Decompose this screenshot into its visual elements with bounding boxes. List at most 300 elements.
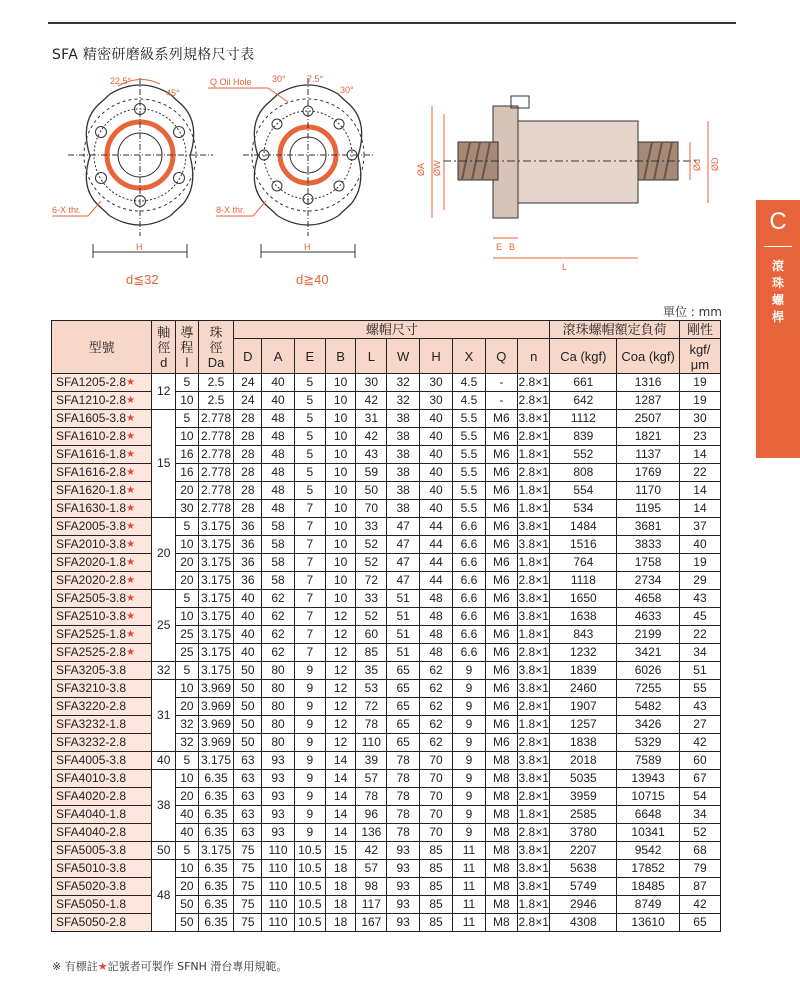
cell-h: 40: [419, 500, 452, 518]
cell-x: 5.5: [453, 446, 485, 464]
cell-x: 5.5: [453, 482, 485, 500]
cell-l: 50: [176, 914, 199, 932]
cell-da: 3.175: [198, 554, 234, 572]
cell-e: 9: [294, 752, 325, 770]
cell-e: 7: [294, 500, 325, 518]
cell-b: 14: [326, 806, 356, 824]
cell-coa: 2199: [617, 626, 680, 644]
cell-ca: 843: [550, 626, 617, 644]
flange-drawing-small: [52, 78, 213, 258]
model-cell: SFA1616-1.8★: [52, 446, 152, 464]
cell-e: 7: [294, 554, 325, 572]
cell-q: M6: [485, 698, 517, 716]
cell-b: 10: [326, 392, 356, 410]
cell-l: 5: [176, 590, 199, 608]
header-col-W: W: [387, 339, 419, 374]
cell-a: 62: [262, 590, 294, 608]
cell-a: 40: [262, 392, 294, 410]
cell-ca: 2946: [550, 896, 617, 914]
cell-da: 3.175: [198, 518, 234, 536]
cell-b: 10: [326, 590, 356, 608]
angle-label-30b: 30°: [340, 85, 354, 95]
cell-ca: 2018: [550, 752, 617, 770]
star-icon: ★: [126, 431, 136, 442]
cell-h: 44: [419, 554, 452, 572]
cell-l: 16: [176, 464, 199, 482]
cell-a: 110: [262, 878, 294, 896]
holes-label-6x: 6-X thr.: [52, 205, 82, 215]
header-lead: 導 程 l: [176, 321, 199, 374]
cell-d: 40: [234, 644, 262, 662]
cell-a: 62: [262, 644, 294, 662]
cell-l: 39: [356, 752, 387, 770]
cell-w: 51: [387, 590, 419, 608]
cell-l: 167: [356, 914, 387, 932]
cell-da: 6.35: [198, 806, 234, 824]
cell-coa: 1316: [617, 374, 680, 392]
cell-w: 51: [387, 644, 419, 662]
cell-e: 9: [294, 716, 325, 734]
cell-w: 93: [387, 896, 419, 914]
cell-k: 60: [679, 752, 720, 770]
cell-x: 6.6: [453, 554, 485, 572]
cell-da: 2.778: [198, 410, 234, 428]
model-cell: SFA3205-3.8: [52, 662, 152, 680]
cell-b: 10: [326, 428, 356, 446]
cell-n: 1.8×1: [518, 806, 550, 824]
cell-ca: 2207: [550, 842, 617, 860]
cell-k: 43: [679, 590, 720, 608]
h-label-left: H: [136, 242, 143, 252]
cell-k: 27: [679, 716, 720, 734]
cell-k: 42: [679, 734, 720, 752]
model-cell: SFA5050-1.8: [52, 896, 152, 914]
star-icon: ★: [126, 629, 136, 640]
cell-a: 93: [262, 752, 294, 770]
cell-coa: 4633: [617, 608, 680, 626]
cell-h: 85: [419, 878, 452, 896]
cell-h: 40: [419, 428, 452, 446]
cell-l: 43: [356, 446, 387, 464]
cell-k: 34: [679, 644, 720, 662]
cell-a: 110: [262, 896, 294, 914]
cell-ca: 1257: [550, 716, 617, 734]
header-col-E: E: [294, 339, 325, 374]
cell-da: 2.778: [198, 428, 234, 446]
cell-n: 2.8×1: [518, 374, 550, 392]
cell-d: 24: [234, 374, 262, 392]
header-ball: 珠 徑 Da: [198, 321, 234, 374]
cell-d: 63: [234, 752, 262, 770]
star-icon: ★: [126, 521, 136, 532]
cell-coa: 3421: [617, 644, 680, 662]
cell-q: M6: [485, 554, 517, 572]
header-col-D: D: [234, 339, 262, 374]
cell-ca: 1484: [550, 518, 617, 536]
cell-da: 3.175: [198, 842, 234, 860]
cell-e: 5: [294, 410, 325, 428]
cell-q: M6: [485, 626, 517, 644]
cell-e: 9: [294, 824, 325, 842]
cell-a: 48: [262, 446, 294, 464]
cell-l: 20: [176, 482, 199, 500]
dim-label-e: E: [496, 242, 503, 252]
cell-da: 2.778: [198, 482, 234, 500]
cell-h: 70: [419, 806, 452, 824]
cell-a: 62: [262, 608, 294, 626]
h-label-middle: H: [304, 242, 311, 252]
cell-b: 18: [326, 896, 356, 914]
model-cell: SFA2525-2.8★: [52, 644, 152, 662]
cell-q: M6: [485, 536, 517, 554]
cell-n: 2.8×1: [518, 464, 550, 482]
cell-n: 3.8×1: [518, 770, 550, 788]
cell-l: 57: [356, 860, 387, 878]
cell-l: 33: [356, 518, 387, 536]
cell-w: 38: [387, 464, 419, 482]
cell-b: 12: [326, 626, 356, 644]
cell-k: 37: [679, 518, 720, 536]
cell-w: 78: [387, 770, 419, 788]
model-cell: SFA2525-1.8★: [52, 626, 152, 644]
cell-n: 1.8×1: [518, 554, 550, 572]
cell-w: 65: [387, 680, 419, 698]
cell-w: 47: [387, 554, 419, 572]
star-icon: ★: [126, 557, 136, 568]
cell-l: 40: [176, 806, 199, 824]
cell-q: M6: [485, 482, 517, 500]
cell-l: 25: [176, 644, 199, 662]
cell-x: 11: [453, 914, 485, 932]
cell-l: 10: [176, 860, 199, 878]
top-rule: [48, 22, 736, 24]
cell-q: M6: [485, 410, 517, 428]
cell-a: 93: [262, 806, 294, 824]
cell-x: 6.6: [453, 536, 485, 554]
cell-da: 2.778: [198, 464, 234, 482]
cell-w: 51: [387, 626, 419, 644]
cell-e: 5: [294, 446, 325, 464]
model-cell: SFA4040-1.8: [52, 806, 152, 824]
cell-x: 11: [453, 878, 485, 896]
cell-l: 59: [356, 464, 387, 482]
cell-w: 78: [387, 752, 419, 770]
cell-k: 65: [679, 914, 720, 932]
cell-h: 30: [419, 374, 452, 392]
holes-label-8x: 8-X thr.: [216, 205, 246, 215]
cell-a: 58: [262, 536, 294, 554]
cell-b: 12: [326, 662, 356, 680]
cell-l: 5: [176, 752, 199, 770]
model-cell: SFA1620-1.8★: [52, 482, 152, 500]
cell-ca: 642: [550, 392, 617, 410]
dimension-drawings: [48, 66, 738, 296]
cell-l: 96: [356, 806, 387, 824]
cell-l: 78: [356, 788, 387, 806]
model-cell: SFA1605-3.8★: [52, 410, 152, 428]
table-row: [52, 752, 721, 770]
cell-l: 136: [356, 824, 387, 842]
cell-k: 52: [679, 824, 720, 842]
cell-ca: 4308: [550, 914, 617, 932]
star-icon: ★: [126, 485, 136, 496]
shaft-diameter-cell: 50: [152, 842, 176, 860]
cell-da: 3.175: [198, 662, 234, 680]
cell-l: 78: [356, 716, 387, 734]
cell-da: 3.969: [198, 716, 234, 734]
header-col-H: H: [419, 339, 452, 374]
cell-b: 15: [326, 842, 356, 860]
cell-l: 52: [356, 608, 387, 626]
caption-d-large: d≧40: [296, 272, 329, 287]
cell-coa: 13610: [617, 914, 680, 932]
cell-ca: 554: [550, 482, 617, 500]
cell-x: 9: [453, 680, 485, 698]
cell-l: 42: [356, 842, 387, 860]
cell-q: M6: [485, 590, 517, 608]
cell-e: 7: [294, 572, 325, 590]
cell-n: 3.8×1: [518, 536, 550, 554]
cell-a: 80: [262, 662, 294, 680]
cell-l: 40: [176, 824, 199, 842]
cell-w: 78: [387, 788, 419, 806]
section-letter: C: [769, 208, 787, 235]
cell-coa: 13943: [617, 770, 680, 788]
cell-x: 4.5: [453, 392, 485, 410]
cell-w: 65: [387, 698, 419, 716]
section-divider: [764, 246, 792, 247]
cell-d: 36: [234, 554, 262, 572]
shaft-diameter-cell: 48: [152, 860, 176, 932]
cell-n: 1.8×1: [518, 896, 550, 914]
cell-ca: 1638: [550, 608, 617, 626]
table-row: [52, 842, 721, 860]
cell-b: 14: [326, 752, 356, 770]
cell-b: 14: [326, 824, 356, 842]
cell-coa: 5482: [617, 698, 680, 716]
angle-label-45: 45°: [166, 88, 180, 98]
model-cell: SFA3210-3.8: [52, 680, 152, 698]
header-nut-dimensions: 螺帽尺寸: [234, 321, 550, 339]
cell-x: 5.5: [453, 410, 485, 428]
footnote: [52, 958, 287, 974]
star-icon: ★: [126, 503, 136, 514]
shaft-diameter-cell: 40: [152, 752, 176, 770]
star-icon: ★: [97, 960, 108, 973]
cell-l: 10: [176, 608, 199, 626]
cell-e: 9: [294, 770, 325, 788]
star-icon: ★: [126, 575, 136, 586]
cell-w: 65: [387, 662, 419, 680]
cell-l: 42: [356, 428, 387, 446]
cell-k: 54: [679, 788, 720, 806]
model-cell: SFA4005-3.8: [52, 752, 152, 770]
cell-coa: 2507: [617, 410, 680, 428]
cell-e: 7: [294, 644, 325, 662]
cell-k: 19: [679, 374, 720, 392]
cell-e: 7: [294, 608, 325, 626]
cell-q: M8: [485, 842, 517, 860]
table-row: [52, 770, 721, 788]
cell-n: 3.8×1: [518, 518, 550, 536]
cell-ca: 534: [550, 500, 617, 518]
cell-e: 5: [294, 464, 325, 482]
cell-d: 50: [234, 734, 262, 752]
cell-da: 6.35: [198, 896, 234, 914]
cell-h: 70: [419, 824, 452, 842]
cell-ca: 764: [550, 554, 617, 572]
cell-a: 80: [262, 680, 294, 698]
cell-k: 34: [679, 806, 720, 824]
cell-coa: 6648: [617, 806, 680, 824]
model-cell: SFA5010-3.8: [52, 860, 152, 878]
cell-d: 75: [234, 896, 262, 914]
model-cell: SFA3220-2.8: [52, 698, 152, 716]
cell-x: 6.6: [453, 518, 485, 536]
cell-d: 36: [234, 518, 262, 536]
cell-a: 93: [262, 788, 294, 806]
cell-d: 40: [234, 608, 262, 626]
cell-k: 67: [679, 770, 720, 788]
cell-n: 1.8×1: [518, 482, 550, 500]
cell-l: 32: [176, 716, 199, 734]
cell-l: 50: [176, 896, 199, 914]
cell-x: 5.5: [453, 464, 485, 482]
cell-w: 38: [387, 446, 419, 464]
cell-x: 9: [453, 734, 485, 752]
header-shaft: 軸 徑 d: [152, 321, 176, 374]
cell-n: 3.8×1: [518, 662, 550, 680]
model-cell: SFA4040-2.8: [52, 824, 152, 842]
cell-l: 20: [176, 572, 199, 590]
cell-ca: 2585: [550, 806, 617, 824]
cell-n: 2.8×1: [518, 914, 550, 932]
cell-ca: 5638: [550, 860, 617, 878]
cell-x: 6.6: [453, 626, 485, 644]
cell-k: 55: [679, 680, 720, 698]
cell-q: M6: [485, 734, 517, 752]
cell-d: 75: [234, 914, 262, 932]
cell-ca: 5035: [550, 770, 617, 788]
cell-n: 2.8×1: [518, 572, 550, 590]
table-row: [52, 374, 721, 392]
cell-l: 33: [356, 590, 387, 608]
model-cell: SFA2020-2.8★: [52, 572, 152, 590]
header-model: 型號: [52, 321, 152, 374]
cell-coa: 1170: [617, 482, 680, 500]
cell-a: 93: [262, 770, 294, 788]
table-row: [52, 860, 721, 878]
cell-b: 10: [326, 572, 356, 590]
cell-e: 5: [294, 392, 325, 410]
cell-w: 93: [387, 878, 419, 896]
cell-l: 5: [176, 410, 199, 428]
cell-n: 1.8×1: [518, 446, 550, 464]
spec-table-body: [52, 374, 721, 932]
cell-q: M8: [485, 896, 517, 914]
cell-da: 6.35: [198, 860, 234, 878]
cell-d: 50: [234, 662, 262, 680]
cell-d: 24: [234, 392, 262, 410]
cell-d: 63: [234, 770, 262, 788]
star-icon: ★: [126, 647, 136, 658]
cell-l: 20: [176, 698, 199, 716]
header-ca: Ca (kgf): [550, 339, 617, 374]
cell-w: 47: [387, 518, 419, 536]
cell-ca: 2460: [550, 680, 617, 698]
model-cell: SFA3232-2.8: [52, 734, 152, 752]
cell-q: M8: [485, 860, 517, 878]
cell-e: 7: [294, 518, 325, 536]
shaft-diameter-cell: 32: [152, 662, 176, 680]
cell-q: M8: [485, 914, 517, 932]
shaft-diameter-cell: 38: [152, 770, 176, 842]
cell-k: 87: [679, 878, 720, 896]
dim-label-l: L: [562, 262, 568, 272]
oil-hole-label: Q Oil Hole: [210, 77, 252, 87]
cell-ca: 1839: [550, 662, 617, 680]
cell-l: 5: [176, 518, 199, 536]
cell-n: 2.8×1: [518, 824, 550, 842]
cell-w: 38: [387, 482, 419, 500]
cell-ca: 1907: [550, 698, 617, 716]
table-row: [52, 518, 721, 536]
cell-w: 65: [387, 734, 419, 752]
cell-w: 38: [387, 500, 419, 518]
header-col-Q: Q: [485, 339, 517, 374]
cell-l: 10: [176, 680, 199, 698]
cell-x: 6.6: [453, 590, 485, 608]
cell-n: 3.8×1: [518, 878, 550, 896]
section-tab[interactable]: [756, 200, 800, 458]
cell-w: 65: [387, 716, 419, 734]
cell-coa: 1287: [617, 392, 680, 410]
cell-d: 40: [234, 626, 262, 644]
shaft-diameter-cell: 20: [152, 518, 176, 590]
cell-w: 32: [387, 392, 419, 410]
cell-b: 10: [326, 554, 356, 572]
cell-da: 3.175: [198, 608, 234, 626]
star-icon: ★: [126, 377, 136, 388]
cell-ca: 1516: [550, 536, 617, 554]
cell-w: 47: [387, 536, 419, 554]
cell-b: 10: [326, 500, 356, 518]
cell-d: 63: [234, 824, 262, 842]
cell-h: 62: [419, 662, 452, 680]
cell-h: 85: [419, 860, 452, 878]
cell-a: 62: [262, 626, 294, 644]
cell-b: 18: [326, 860, 356, 878]
cell-l: 30: [356, 374, 387, 392]
cell-d: 28: [234, 482, 262, 500]
cell-a: 110: [262, 914, 294, 932]
cell-ca: 839: [550, 428, 617, 446]
header-row-1: [52, 321, 721, 339]
cell-x: 6.6: [453, 608, 485, 626]
cell-b: 14: [326, 770, 356, 788]
cell-k: 45: [679, 608, 720, 626]
side-view-drawing: [432, 96, 708, 258]
cell-e: 9: [294, 680, 325, 698]
cell-coa: 10341: [617, 824, 680, 842]
cell-k: 14: [679, 500, 720, 518]
footnote-suffix: 記號者可製作 SFNH 滑台專用規範。: [107, 960, 288, 973]
cell-h: 62: [419, 680, 452, 698]
page-title: SFA 精密研磨級系列規格尺寸表: [52, 47, 255, 63]
cell-l: 52: [356, 554, 387, 572]
cell-a: 93: [262, 824, 294, 842]
cell-q: M6: [485, 446, 517, 464]
